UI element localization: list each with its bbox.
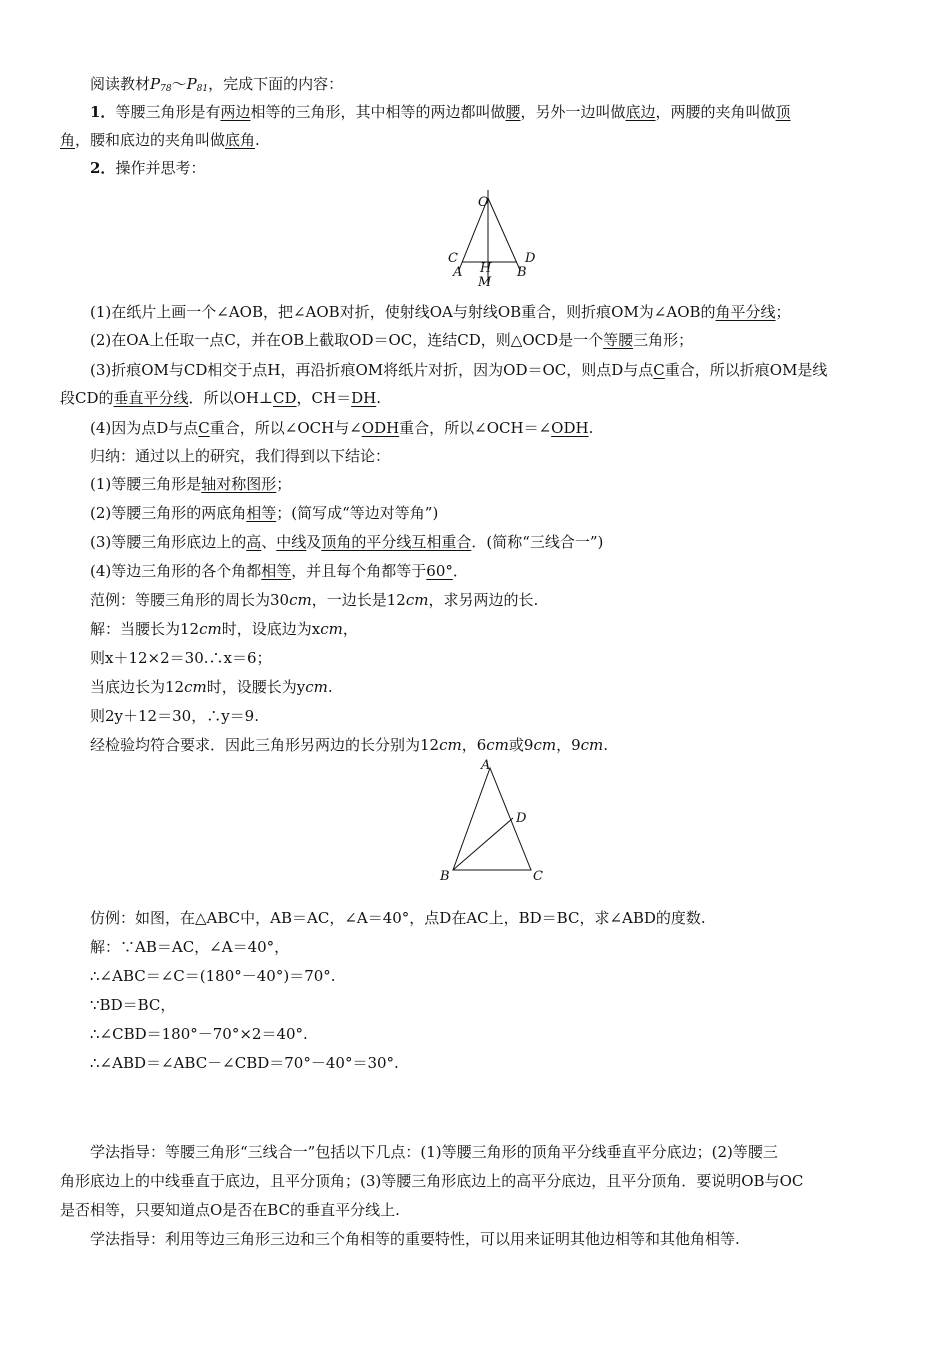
example-line-4: 当底边长为12cm时，设腰长为ycm. xyxy=(90,678,333,696)
label-h: H xyxy=(480,261,492,276)
example-line-1: 范例：等腰三角形的周长为30cm，一边长是12cm，求另两边的长. xyxy=(90,591,539,609)
conclusion-2: (2)等腰三角形的两底角相等；(简写成“等边对等角”) xyxy=(90,504,439,522)
conclusion-4: (4)等边三角形的各个角都相等，并且每个角都等于60°． xyxy=(90,562,468,580)
study-guide-1-line-2: 角形底边上的中线垂直于底边，且平分顶角；(3)等腰三角形底边上的高平分底边，且平分顶角．要说明OB与OC xyxy=(60,1172,804,1190)
example-line-6: 经检验均符合要求．因此三角形另两边的长分别为12cm，6cm或9cm，9cm. xyxy=(90,736,609,754)
practice-line-3: ∴∠ABC＝∠C＝(180°－40°)＝70°. xyxy=(90,967,336,985)
definition-line-2: 角，腰和底边的夹角叫做底角. xyxy=(60,131,260,149)
operation-heading: 2．操作并思考： xyxy=(90,159,206,177)
label-b: B xyxy=(517,265,527,280)
step-3-line-1: (3)折痕OM与CD相交于点H，再沿折痕OM将纸片对折，因为OD＝OC，则点D与点C重合，所以折痕OM是线 xyxy=(90,361,828,379)
example-line-3: 则x＋12×2＝30.∴x＝6； xyxy=(90,649,272,667)
conclusion-3: (3)等腰三角形底边上的高、中线及顶角的平分线互相重合．(简称“三线合一”) xyxy=(90,533,604,551)
fold-triangle-figure xyxy=(440,186,550,290)
label-c: C xyxy=(448,251,458,266)
intro-line: 阅读教材$P_{78}\sim P_{81}$，完成下面的内容： xyxy=(90,75,344,94)
practice-line-4: ∵BD＝BC， xyxy=(90,996,176,1014)
label-d: D xyxy=(525,251,536,266)
definition-line-1: 1．等腰三角形是有两边相等的三角形，其中相等的两边都叫做腰，另外一边叫做底边，两腰的夹角叫做顶 xyxy=(90,103,791,121)
practice-line-6: ∴∠ABD＝∠ABC－∠CBD＝70°－40°＝30°. xyxy=(90,1054,399,1072)
step-1: (1)在纸片上画一个∠AOB，把∠AOB对折，使射线OA与射线OB重合，则折痕OM为∠AOB的角平分线； xyxy=(90,303,791,321)
label-b: B xyxy=(440,869,450,884)
practice-line-1: 仿例：如图，在△ABC中，AB＝AC，∠A＝40°，点D在AC上，BD＝BC，求∠ABD的度数. xyxy=(90,909,706,927)
summary-title: 归纳：通过以上的研究，我们得到以下结论： xyxy=(90,447,391,465)
ray-ob xyxy=(488,198,520,270)
step-4: (4)因为点D与点C重合，所以∠OCH与∠ODH重合，所以∠OCH＝∠ODH. xyxy=(90,419,594,437)
label-d: D xyxy=(516,811,527,826)
study-guide-1-line-3: 是否相等，只要知道点O是否在BC的垂直平分线上. xyxy=(60,1201,400,1219)
label-m: M xyxy=(478,275,492,290)
label-a: A xyxy=(481,758,491,773)
label-c: C xyxy=(533,869,543,884)
label-a: A xyxy=(453,265,463,280)
label-o: O xyxy=(478,195,489,210)
practice-line-2: 解：∵AB＝AC，∠A＝40°， xyxy=(90,938,290,956)
study-guide-1-line-1: 学法指导：等腰三角形“三线合一”包括以下几点：(1)等腰三角形的顶角平分线垂直平分底边；(2)等腰三 xyxy=(90,1143,778,1161)
step-3-line-2: 段CD的垂直平分线．所以OH⊥CD，CH＝DH. xyxy=(60,389,381,407)
example-line-5: 则2y＋12＝30，∴y＝9. xyxy=(90,707,259,725)
conclusion-1: (1)等腰三角形是轴对称图形； xyxy=(90,475,292,493)
triangle-abc-figure xyxy=(435,756,555,886)
practice-line-5: ∴∠CBD＝180°－70°×2＝40°. xyxy=(90,1025,308,1043)
study-guide-2: 学法指导：利用等边三角形三边和三个角相等的重要特性，可以用来证明其他边相等和其他角相等. xyxy=(90,1230,740,1248)
example-line-2: 解：当腰长为12cm时，设底边为xcm， xyxy=(90,620,358,638)
step-2: (2)在OA上任取一点C，并在OB上截取OD＝OC，连结CD，则△OCD是一个等腰三角形； xyxy=(90,331,694,349)
